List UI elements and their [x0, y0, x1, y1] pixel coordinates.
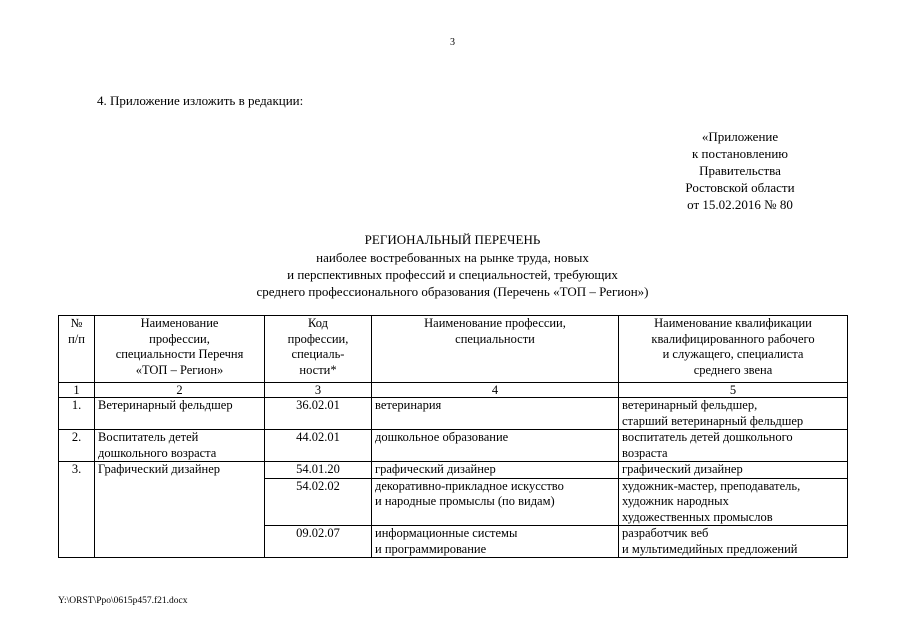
header-specialty: Наименование профессии, специальности	[372, 316, 619, 383]
row-code: 44.02.01	[265, 430, 372, 462]
appendix-line: к постановлению	[691, 146, 789, 161]
header-name: Наименование профессии, специальности Перечня «ТОП – Регион»	[95, 316, 265, 383]
table-row	[59, 430, 848, 462]
file-path: Y:\ORST\Ppo\0615p457.f21.docx	[58, 596, 188, 606]
row-qualification: художник-мастер, преподаватель, художник народных художественных промыслов	[619, 478, 848, 526]
header-qualification: Наименование квалификации квалифицированного рабочего и служащего, специалиста среднего звена	[619, 316, 848, 383]
row-code: 54.02.02	[265, 478, 372, 526]
row-specialty: декоративно-прикладное искусство и народные промыслы (по видам)	[372, 478, 619, 526]
row-name: Воспитатель детей дошкольного возраста	[95, 430, 265, 462]
appendix-line: от 15.02.2016 № 80	[687, 197, 793, 212]
row-number: 3.	[59, 462, 95, 558]
row-code: 36.02.01	[265, 398, 372, 430]
row-qualification: воспитатель детей дошкольного возраста	[619, 430, 848, 462]
table-row	[59, 398, 848, 430]
row-name: Графический дизайнер	[95, 462, 265, 558]
row-specialty: информационные системы и программирование	[372, 526, 619, 558]
appendix-block	[606, 128, 874, 213]
row-qualification: разработчик веб и мультимедийных предложений	[619, 526, 848, 558]
row-specialty: дошкольное образование	[372, 430, 619, 462]
appendix-line: Правительства	[699, 163, 781, 178]
row-code: 54.01.20	[265, 462, 372, 479]
regional-list-table	[58, 315, 848, 558]
table-row	[59, 462, 848, 479]
page-number: 3	[450, 37, 455, 48]
column-number: 5	[619, 383, 848, 398]
table-header-row	[59, 316, 848, 383]
column-number: 4	[372, 383, 619, 398]
row-qualification: графический дизайнер	[619, 462, 848, 479]
subheading-line: среднего профессионального образования (Перечень «ТОП – Регион»)	[256, 284, 649, 299]
document-heading: РЕГИОНАЛЬНЫЙ ПЕРЕЧЕНЬ	[364, 232, 541, 247]
subheading-line: и перспективных профессий и специальностей, требующих	[287, 267, 618, 282]
header-code: Код профессии, специаль- ности*	[265, 316, 372, 383]
subheading-line: наиболее востребованных на рынке труда, новых	[316, 250, 589, 265]
row-name: Ветеринарный фельдшер	[95, 398, 265, 430]
appendix-line: «Приложение	[701, 129, 779, 144]
intro-paragraph: 4. Приложение изложить в редакции:	[97, 93, 304, 108]
column-number: 1	[59, 383, 95, 398]
column-number: 2	[95, 383, 265, 398]
row-number: 1.	[59, 398, 95, 430]
row-code: 09.02.07	[265, 526, 372, 558]
row-qualification: ветеринарный фельдшер, старший ветеринарный фельдшер	[619, 398, 848, 430]
row-specialty: графический дизайнер	[372, 462, 619, 479]
column-number: 3	[265, 383, 372, 398]
row-specialty: ветеринария	[372, 398, 619, 430]
row-number: 2.	[59, 430, 95, 462]
header-number: № п/п	[59, 316, 95, 383]
document-subheading	[0, 249, 905, 300]
column-number-row	[59, 383, 848, 398]
appendix-line: Ростовской области	[685, 180, 795, 195]
